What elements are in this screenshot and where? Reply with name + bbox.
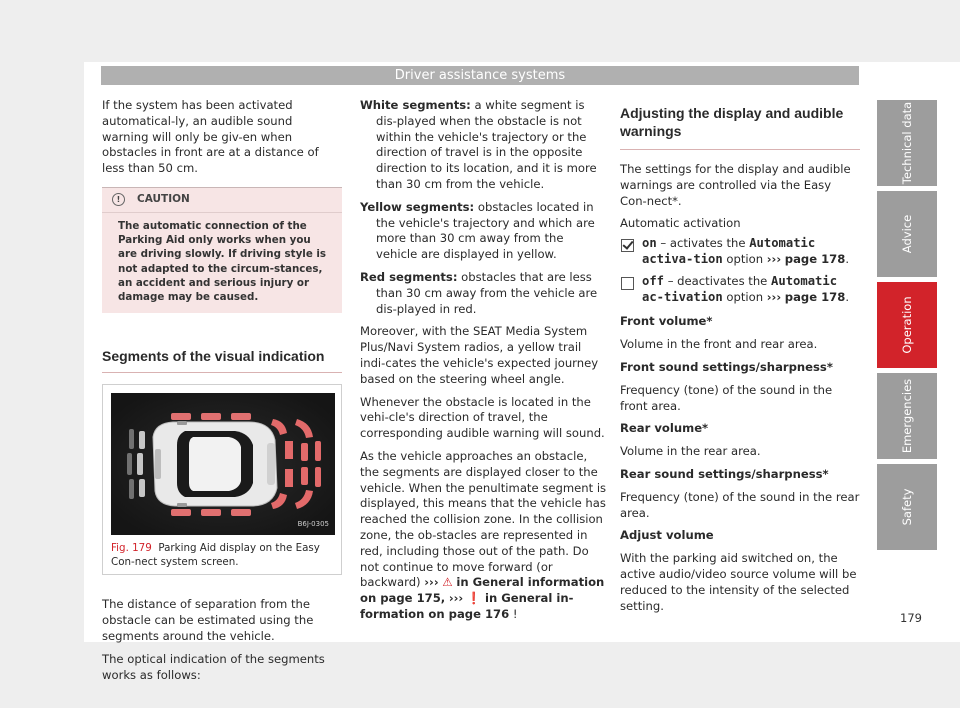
distance-paragraph: The distance of separation from the obstacle can be estimated using the segments around the vehicle. xyxy=(102,597,314,643)
term-yellow: Yellow segments: xyxy=(360,199,475,214)
settings-intro: The settings for the display and audible warnings are controlled via the Easy Con-nect*. xyxy=(620,162,851,208)
option-off xyxy=(620,274,860,306)
caution-icon: ! xyxy=(112,193,125,206)
figure-179 xyxy=(102,384,342,575)
info-circle-icon: ❗ xyxy=(466,591,482,606)
tab-technical-data[interactable] xyxy=(877,100,937,186)
tab-label: Emergencies xyxy=(900,378,914,454)
tab-label: Technical data xyxy=(900,101,914,185)
caution-box xyxy=(102,187,342,313)
caution-label: CAUTION xyxy=(137,192,190,205)
approach-text: As the vehicle approaches an obstacle, the segments are displayed closer to the vehicle. When the penultimate segment is displayed, this means that the vehicle has reached the collision zone. In the collision zone, the ob-stacles are represented in red, including those out of the path. Do not continue to move forward (or backward) xyxy=(360,448,607,590)
caution-text: The automatic connection of the Parking Aid only works when you are driving slowly. If driving style is not adapted to the circum-stances, an accident and serious injury or damage may be caused. xyxy=(118,219,327,304)
approach-end: ! xyxy=(512,606,518,621)
option-off-desc: – deactivates the xyxy=(667,273,768,288)
term-red: Red segments: xyxy=(360,269,458,284)
adjusting-title: Adjusting the display and audible warnings xyxy=(620,104,860,150)
tab-label: Safety xyxy=(900,488,914,526)
audible-paragraph: Whenever the obstacle is located in the vehi-cle's direction of travel, the corresponding audible warning will sound. xyxy=(360,394,605,441)
definition-red xyxy=(360,270,608,317)
tab-emergencies[interactable] xyxy=(877,373,937,459)
setting-heading: Rear sound settings/sharpness* xyxy=(620,466,829,481)
parking-aid-image xyxy=(111,393,335,535)
checked-checkbox-icon xyxy=(621,239,634,252)
column-right xyxy=(620,98,860,621)
tab-operation[interactable] xyxy=(877,282,937,368)
setting-text: With the parking aid switched on, the active audio/video source volume will be reduced to the intensity of the selected setting. xyxy=(620,551,857,613)
option-on-word: option xyxy=(726,251,764,266)
definition-white-text: a white segment is dis-played when the obstacle is not within the vehicle's trajectory or the direction of travel is in the opposite direction to its location, and it is more than 30 cm from the vehicle. xyxy=(376,98,597,191)
definition-red-text: obstacles that are less than 30 cm away from the vehicle are dis-played in red. xyxy=(376,269,598,316)
definition-white xyxy=(360,98,608,193)
figure-caption-text: Parking Aid display on the Easy Con-nect system screen. xyxy=(111,542,320,569)
automatic-activation-heading: Automatic activation xyxy=(620,216,741,231)
option-off-text xyxy=(642,274,860,306)
column-middle xyxy=(360,98,608,630)
optical-paragraph: The optical indication of the segments works as follows: xyxy=(102,651,325,682)
link-general-information-176[interactable]: in General in-formation on page 176 xyxy=(360,591,574,621)
definition-yellow xyxy=(360,200,608,263)
link-page-178[interactable]: page 178 xyxy=(784,289,846,304)
definition-yellow-text: obstacles located in the vehicle's trajectory and which are more than 30 cm away from the vehicle are displayed in yellow. xyxy=(376,199,595,262)
setting-text: Volume in the front and rear area. xyxy=(620,337,818,352)
ref-arrow-icon: ››› xyxy=(448,591,464,606)
setting-text: Volume in the rear area. xyxy=(620,444,761,459)
figure-code: B6J-0305 xyxy=(297,519,329,528)
column-left xyxy=(102,98,342,690)
tab-label: Operation xyxy=(900,296,914,354)
link-general-information-175[interactable]: in General information on page 175, xyxy=(360,575,605,606)
section-title: Segments of the visual indication xyxy=(102,349,342,374)
tab-safety[interactable] xyxy=(877,464,937,550)
tab-label: Advice xyxy=(900,214,914,254)
page-number: 179 xyxy=(900,611,922,625)
running-header: Driver assistance systems xyxy=(101,66,859,85)
chapter-tabs xyxy=(877,100,937,555)
term-white: White segments: xyxy=(360,98,471,112)
warning-triangle-icon: ⚠ xyxy=(442,575,453,590)
trail-paragraph: Moreover, with the SEAT Media System Plus/Navi System radios, a yellow trail indi-cates the vehicle's expected journey based on the steering wheel angle. xyxy=(360,324,599,386)
option-off-word: option xyxy=(726,289,764,304)
option-on-end: . xyxy=(845,251,850,266)
link-page-178[interactable]: page 178 xyxy=(784,251,846,266)
option-off-name: Automatic ac-tivation xyxy=(642,273,838,304)
setting-text: Frequency (tone) of the sound in the rear area. xyxy=(620,489,860,520)
tab-advice[interactable] xyxy=(877,191,937,277)
ref-arrow-icon: ››› xyxy=(766,251,782,266)
figure-number: Fig. 179 xyxy=(111,542,152,555)
option-on-text xyxy=(642,236,860,268)
option-off-code: off xyxy=(642,273,665,288)
setting-heading: Front volume* xyxy=(620,314,713,329)
setting-text: Frequency (tone) of the sound in the front area. xyxy=(620,382,833,413)
option-on-desc: – activates the xyxy=(660,236,746,251)
caution-header xyxy=(102,188,342,213)
option-on-code: on xyxy=(642,236,657,251)
intro-paragraph: If the system has been activated automatical-ly, an audible sound warning will only be giv-en when obstacles in front are at a distance of less than 50 cm. xyxy=(102,98,319,176)
option-off-end: . xyxy=(845,289,850,304)
option-on xyxy=(620,236,860,268)
empty-checkbox-icon xyxy=(621,277,634,290)
parking-aid-illustration xyxy=(111,393,335,535)
ref-arrow-icon: ››› xyxy=(766,289,782,304)
setting-heading: Front sound settings/sharpness* xyxy=(620,359,833,374)
figure-caption xyxy=(111,541,333,569)
setting-heading: Adjust volume xyxy=(620,528,714,543)
ref-arrow-icon: ››› xyxy=(424,575,439,590)
setting-heading: Rear volume* xyxy=(620,421,709,436)
approach-paragraph xyxy=(360,449,608,623)
option-on-name: Automatic activa-tion xyxy=(642,236,816,266)
